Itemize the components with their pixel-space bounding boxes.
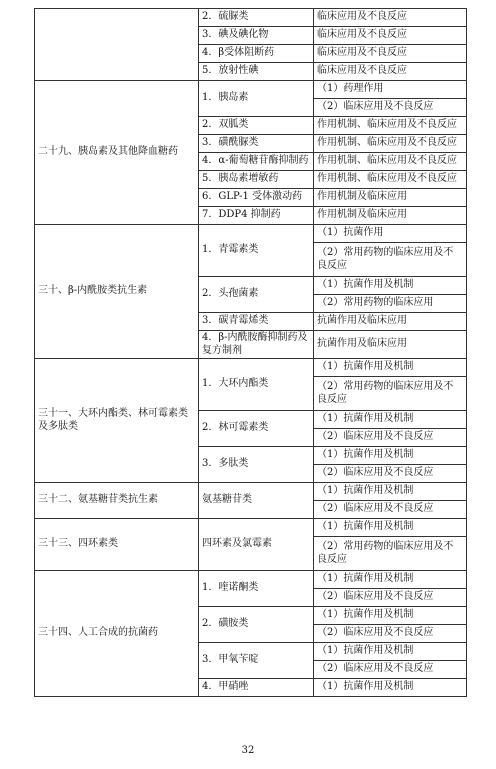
table-row [35,81,467,99]
drug-item: 3．甲氧苄啶 [199,643,314,679]
content-cell: （1）抗菌作用及机制 [314,359,467,377]
drug-item: 4．甲硝唑 [199,679,314,697]
drug-item: 2．硫脲类 [199,9,314,27]
content-cell: 作用机制、临床应用及不良反应 [314,171,467,189]
drug-item: 5．胰岛素增敏药 [199,171,314,189]
drug-item: 4．β-内酰胺酶抑制药及复方制剂 [199,331,314,359]
content-cell: 临床应用及不良反应 [314,45,467,63]
content-cell: （2）常用药物的临床应用及不良反应 [314,377,467,411]
section-title: 三十、β-内酰胺类抗生素 [35,225,199,359]
content-cell: （1）抗菌作用及机制 [314,483,467,501]
content-cell: 临床应用及不良反应 [314,9,467,27]
drug-item: 2．林可霉素类 [199,411,314,447]
drug-item: 3．碳青霉烯类 [199,313,314,331]
drug-item: 1．胰岛素 [199,81,314,117]
content-cell: （1）抗菌作用及机制 [314,277,467,295]
content-cell: （2）临床应用及不良反应 [314,661,467,679]
section-title: 三十一、大环内酯类、林可霉素类及多肽类 [35,359,199,483]
content-cell: （2）常用药物的临床应用 [314,295,467,313]
drug-item: 7．DDP4 抑制药 [199,207,314,225]
drug-item: 2．双胍类 [199,117,314,135]
content-cell: （1）药理作用 [314,81,467,99]
drug-item: 3．磺酰脲类 [199,135,314,153]
content-cell: （2）临床应用及不良反应 [314,501,467,519]
content-cell: （1）抗菌作用及机制 [314,519,467,537]
table-row [35,483,467,501]
drug-item: 4．α-葡萄糖苷酶抑制药 [199,153,314,171]
drug-item: 四环素及氯霉素 [199,519,314,571]
content-cell: （2）临床应用及不良反应 [314,625,467,643]
content-cell: （2）临床应用及不良反应 [314,589,467,607]
content-cell: 作用机制、临床应用及不良反应 [314,153,467,171]
content-cell: （1）抗菌作用及机制 [314,411,467,429]
content-cell: （1）抗菌作用及机制 [314,643,467,661]
drug-item: 5．放射性碘 [199,63,314,81]
content-cell: （1）抗菌作用及机制 [314,607,467,625]
drug-item: 2．头孢菌素 [199,277,314,313]
content-cell: （2）临床应用及不良反应 [314,99,467,117]
content-cell: （2）临床应用及不良反应 [314,465,467,483]
table-row [35,359,467,377]
content-cell: （1）抗菌作用及机制 [314,447,467,465]
content-cell: 作用机制及临床应用 [314,207,467,225]
content-cell: （2）常用药物的临床应用及不良反应 [314,537,467,571]
page-number: 32 [241,745,255,756]
drug-item: 1．喹诺酮类 [199,571,314,607]
drug-item: 3．多肽类 [199,447,314,483]
drug-item: 1．大环内酯类 [199,359,314,411]
content-cell: （1）抗菌作用及机制 [314,679,467,697]
content-cell: 临床应用及不良反应 [314,63,467,81]
drug-item: 3．碘及碘化物 [199,27,314,45]
content-cell: （2）常用药物的临床应用及不良反应 [314,243,467,277]
syllabus-table-body [35,9,467,697]
section-title: 三十四、人工合成的抗菌药 [35,571,199,697]
content-cell: 抗菌作用及临床应用 [314,331,467,359]
content-cell: 临床应用及不良反应 [314,27,467,45]
drug-item: 2．磺胺类 [199,607,314,643]
table-row [35,9,467,27]
drug-item: 氨基糖苷类 [199,483,314,519]
content-cell: 作用机制、临床应用及不良反应 [314,117,467,135]
drug-item: 4．β受体阻断药 [199,45,314,63]
content-cell: 作用机制、临床应用及不良反应 [314,135,467,153]
section-title: 三十二、氨基糖苷类抗生素 [35,483,199,519]
content-cell: （1）抗菌作用及机制 [314,571,467,589]
drug-item: 6．GLP-1 受体激动药 [199,189,314,207]
table-row [35,571,467,589]
content-cell: 抗菌作用及临床应用 [314,313,467,331]
drug-item: 1．青霉素类 [199,225,314,277]
section-title: 二十九、胰岛素及其他降血糖药 [35,81,199,225]
syllabus-table [34,8,467,697]
section-title: 三十三、四环素类 [35,519,199,571]
content-cell: 作用机制及临床应用 [314,189,467,207]
content-cell: （2）临床应用及不良反应 [314,429,467,447]
table-row [35,519,467,537]
table-row [35,225,467,243]
content-cell: （1）抗菌作用 [314,225,467,243]
section-title [35,9,199,81]
